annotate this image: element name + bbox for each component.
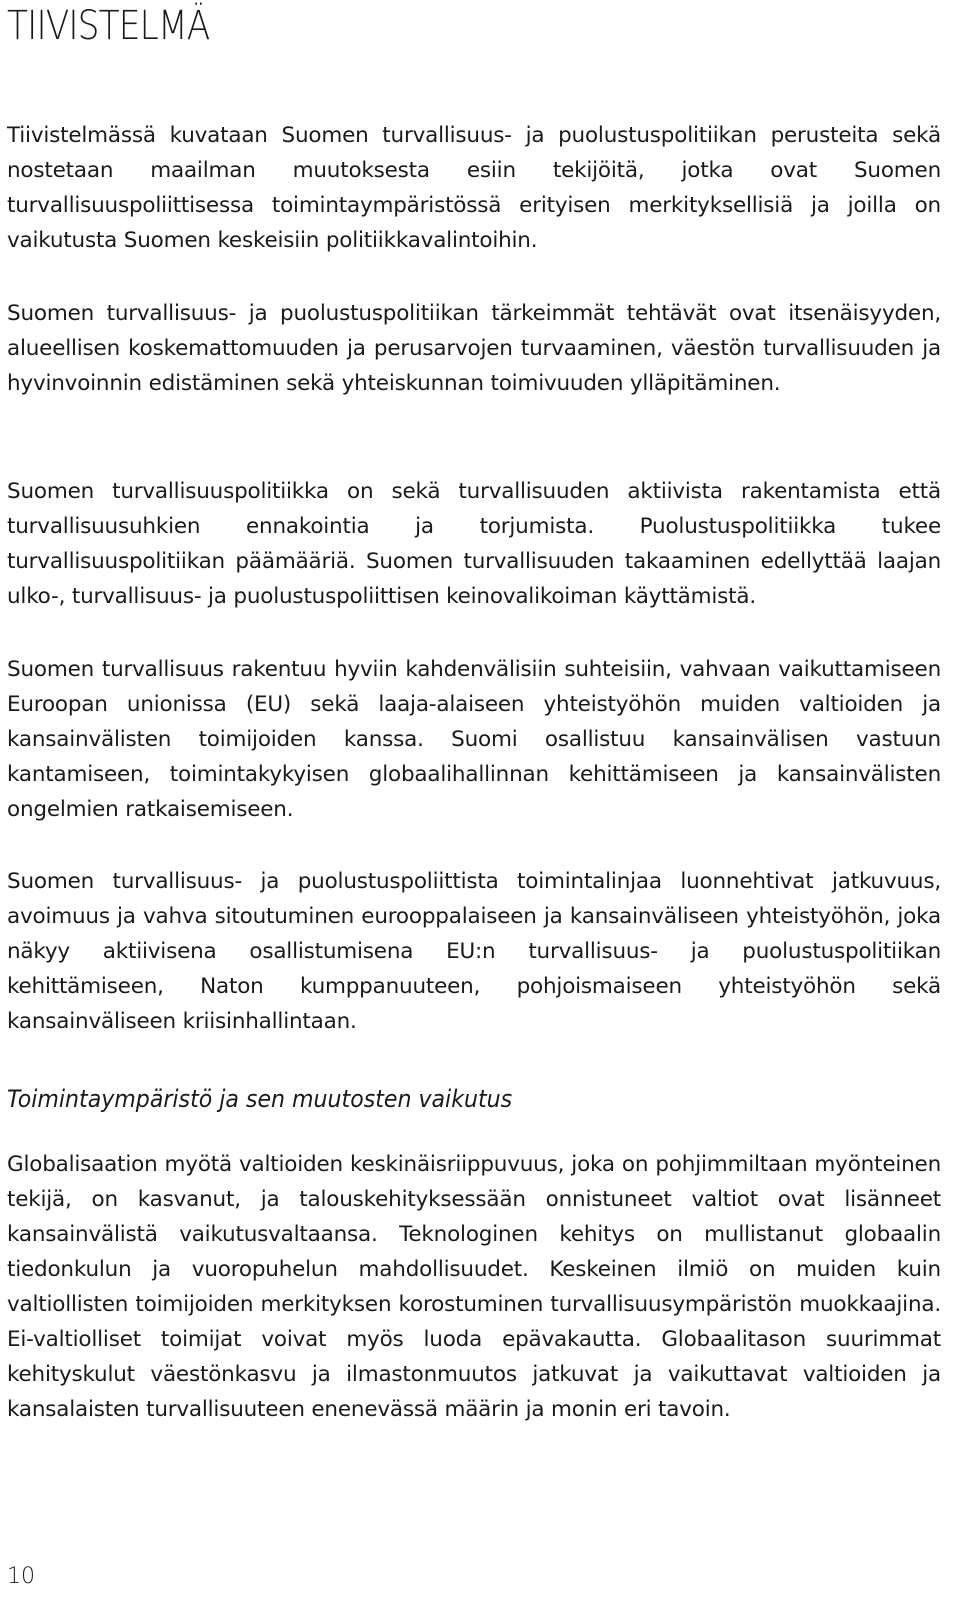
- paragraph-policy-line: Suomen turvallisuus- ja puolustuspoliittista toimintalinjaa luonnehtivat jatkuvuus, avoimuus ja vahva sitoutuminen eurooppalaiseen ja kansainväliseen yhteistyöhön, joka näkyy aktiivisena osallistumisena EU:n turvallisuus- ja puolustuspolitiikan kehittämiseen, Naton kumppanuuteen, pohjoismaiseen yhteistyöhön sekä kansainväliseen kriisinhallintaan.: [7, 869, 941, 1034]
- paragraph-international-cooperation: Suomen turvallisuus rakentuu hyviin kahdenvälisiin suhteisiin, vahvaan vaikuttamiseen Euroopan unionissa (EU) sekä laaja-alaiseen yhteistyöhön muiden valtioiden ja kansainvälisten toimijoiden kanssa. Suomi osallistuu kansainvälisen vastuun kantamiseen, toimintakykyisen globaalihallinnan kehittämiseen ja kansainvälisten ongelmien ratkaisemiseen.: [7, 657, 941, 822]
- page-number: 10: [7, 1564, 35, 1589]
- paragraph-intro: Tiivistelmässä kuvataan Suomen turvallisuus- ja puolustuspolitiikan perusteita sekä nostetaan maailman muutoksesta esiin tekijöitä, jotka ovat Suomen turvallisuuspoliittisessa toimintaympäristössä erityisen merkityksellisiä ja joilla on vaikutusta Suomen keskeisiin politiikkavalintoihin.: [7, 123, 941, 253]
- section-heading: Toimintaympäristö ja sen muutosten vaikutus: [7, 1085, 513, 1113]
- paragraph-globalisation: Globalisaation myötä valtioiden keskinäisriippuvuus, joka on pohjimmiltaan myönteinen tekijä, on kasvanut, ja talouskehityksessään onnistuneet valtiot ovat lisänneet kansainvälistä vaikutusvaltaansa. Teknologinen kehitys on mullistanut globaalin tiedonkulun ja vuoropuhelun mahdollisuudet. Keskeinen ilmiö on muiden kuin valtiollisten toimijoiden merkityksen korostuminen turvallisuusympäristön muokkaajina. Ei-valtiolliset toimijat voivat myös luoda epävakautta. Globaalitason suurimmat kehityskulut väestönkasvu ja ilmastonmuutos jatkuvat ja vaikuttavat valtioiden ja kansalaisten turvallisuuteen enenevässä määrin ja monin eri tavoin.: [7, 1152, 941, 1422]
- paragraph-security-policy: Suomen turvallisuuspolitiikka on sekä turvallisuuden aktiivista rakentamista että turvallisuusuhkien ennakointia ja torjumista. Puolustuspolitiikka tukee turvallisuuspolitiikan päämääriä. Suomen turvallisuuden takaaminen edellyttää laajan ulko-, turvallisuus- ja puolustuspoliittisen keinovalikoiman käyttämistä.: [7, 479, 941, 609]
- page-title: TIIVISTELMÄ: [7, 3, 210, 49]
- paragraph-tasks: Suomen turvallisuus- ja puolustuspolitiikan tärkeimmät tehtävät ovat itsenäisyyden, alueellisen koskemattomuuden ja perusarvojen turvaaminen, väestön turvallisuuden ja hyvinvoinnin edistäminen sekä yhteiskunnan toimivuuden ylläpitäminen.: [7, 301, 941, 396]
